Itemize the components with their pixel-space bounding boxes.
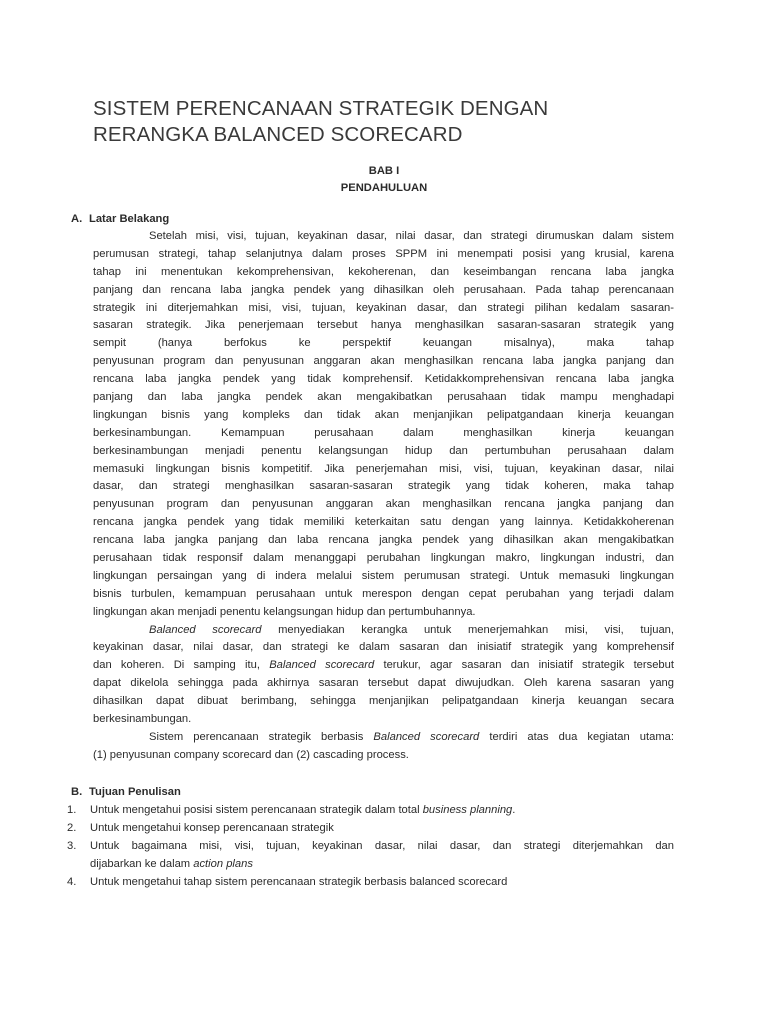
paragraph-3-line-1 bbox=[93, 729, 674, 747]
paragraph-2-line-2: keyakinan dasar, nilai dasar, dan strategi ke dalam sasaran dan inisiatif strategik yang komprehensif bbox=[93, 641, 674, 654]
paragraph-line: Setelah misi, visi, tujuan, keyakinan dasar, nilai dasar, dan strategi dirumuskan dalam sistem bbox=[149, 230, 674, 242]
paragraph-line: lingkungan bisnis yang kompleks dan tidak akan menjanjikan pelipatgandaan kinerja keuangan bbox=[93, 408, 674, 421]
list-number: 4. bbox=[67, 875, 77, 888]
objectives-list bbox=[67, 802, 674, 891]
list-item bbox=[67, 820, 674, 838]
section-a-marker: A. bbox=[71, 213, 83, 225]
text-run: terdiri atas dua kegiatan utama: bbox=[479, 730, 674, 743]
document-title bbox=[93, 96, 693, 148]
paragraph-line: panjang dan laba jangka pendek akan mengakibatkan perusahaan tidak mampu menghadapi bbox=[93, 391, 674, 404]
paragraph-line: lingkungan persaingan yang di indera melalui sistem perumusan strategi. Untuk memasuki lingkungan bbox=[93, 569, 674, 582]
paragraph-line: memasuki lingkungan bisnis kompetitif. Jika penerjemahan misi, visi, tujuan, keyakinan dasar, nilai bbox=[93, 462, 674, 475]
paragraph-line: berkesinambungan. Kemampuan perusahaan dalam menghasilkan kinerja keuangan bbox=[93, 426, 674, 439]
paragraph-line: perumusan strategi, tahap selanjutnya dalam proses SPPM ini menempati posisi yang krusial, karena bbox=[93, 247, 674, 260]
paragraph-line: panjang dan rencana laba jangka pendek yang dihasilkan oleh perusahaan. Pada tahap perencanaan bbox=[93, 283, 674, 296]
title-line-2: RERANGKA BALANCED SCORECARD bbox=[93, 123, 463, 146]
list-item-text: Untuk mengetahui tahap sistem perencanaan strategik berbasis balanced scorecard bbox=[90, 875, 508, 888]
list-number: 1. bbox=[67, 804, 77, 816]
list-number: 2. bbox=[67, 821, 77, 834]
list-item bbox=[67, 874, 674, 892]
paragraph-3-line-2: (1) penyusunan company scorecard dan (2) cascading process. bbox=[93, 748, 409, 761]
text-run: . bbox=[512, 804, 516, 816]
list-item bbox=[67, 802, 674, 820]
paragraph-line: sempit (hanya berfokus ke perspektif keuangan misalnya), maka tahap bbox=[93, 337, 674, 350]
italic-term: Balanced scorecard bbox=[149, 623, 262, 636]
section-a-paragraph-1 bbox=[93, 228, 674, 765]
list-number: 3. bbox=[67, 839, 77, 852]
paragraph-line: penyusunan program dan penyusunan anggaran akan menghasilkan rencana laba jangka panjang dan bbox=[93, 355, 674, 368]
paragraph-line: lingkungan akan menjadi penentu kelangsungan hidup dan pertumbuhannya. bbox=[93, 605, 476, 618]
paragraph-line: strategik ini diterjemahkan misi, visi, tujuan, keyakinan dasar, dan strategi pilihan kedalam sasaran- bbox=[93, 301, 674, 314]
paragraph-line: tahap ini menentukan kekomprehensivan, kekoherenan, dan keseimbangan rencana laba jangka bbox=[93, 265, 674, 278]
paragraph-line: rencana laba jangka pendek yang tidak komprehensif. Ketidakkomprehensivan rencana laba jangka bbox=[93, 373, 674, 386]
section-b-heading bbox=[71, 786, 181, 798]
title-line-1: SISTEM PERENCANAAN STRATEGIK DENGAN bbox=[93, 97, 549, 120]
section-b-marker: B. bbox=[71, 786, 83, 798]
italic-term: Balanced scorecard bbox=[269, 659, 375, 672]
paragraph-line: sasaran strategik. Jika penerjemaan tersebut hanya menghasilkan sasaran-sasaran strategik yang bbox=[93, 319, 674, 332]
paragraph-line: dasar, dan strategi menghasilkan sasaran-sasaran strategik yang tidak koheren, maka tahap bbox=[93, 480, 674, 493]
text-run: dan koheren. Di samping itu, bbox=[93, 659, 270, 672]
text-run: terukur, agar sasaran dan inisiatif strategik tersebut bbox=[374, 659, 674, 672]
paragraph-2-line-1 bbox=[93, 622, 674, 640]
italic-term: action plans bbox=[193, 857, 253, 870]
paragraph-line: rencana jangka pendek yang tidak memiliki keterkaitan satu dengan yang lainnya. Ketidakkoherenan bbox=[93, 516, 674, 529]
chapter-title: PENDAHULUAN bbox=[340, 182, 428, 194]
paragraph-line: perusahaan tidak responsif dalam menanggapi perubahan lingkungan makro, lingkungan industri, dan bbox=[93, 552, 674, 565]
list-item-text: Untuk bagaimana misi, visi, tujuan, keyakinan dasar, nilai dasar, dan strategi diterjemahkan dan bbox=[90, 839, 674, 852]
italic-term: Balanced scorecard bbox=[373, 730, 480, 743]
section-b-title: Tujuan Penulisan bbox=[89, 786, 181, 798]
text-run: Untuk mengetahui posisi sistem perencanaan strategik dalam total bbox=[90, 804, 423, 816]
paragraph-line: penyusunan program dan penyusunan anggaran akan menghasilkan rencana jangka panjang dan bbox=[93, 498, 674, 511]
list-item bbox=[67, 838, 674, 874]
paragraph-2-line-3 bbox=[93, 657, 674, 675]
text-run: dijabarkan ke dalam bbox=[90, 857, 194, 870]
section-a-heading bbox=[71, 213, 169, 225]
paragraph-2-line-4: dapat dikelola sehingga pada akhirnya sasaran tersebut dapat diwujudkan. Oleh karena sasaran yang bbox=[93, 677, 674, 690]
paragraph-line: bisnis turbulen, kemampuan perusahaan untuk merespon dengan cepat perubahan yang terjadi dalam bbox=[93, 587, 674, 600]
list-item-text: Untuk mengetahui konsep perencanaan strategik bbox=[90, 821, 334, 834]
paragraph-2-line-6: berkesinambungan. bbox=[93, 713, 192, 726]
paragraph-line: rencana laba jangka panjang dan laba rencana jangka pendek yang dihasilkan akan mengakibatkan bbox=[93, 534, 674, 547]
paragraph-line: berkesinambungan menjadi penentu kelangsungan hidup dan pertumbuhan perusahaan dalam bbox=[93, 444, 674, 457]
section-a-title: Latar Belakang bbox=[89, 213, 170, 225]
text-run: menyediakan kerangka untuk menerjemahkan misi, visi, tujuan, bbox=[261, 623, 674, 636]
text-run: Sistem perencanaan strategik berbasis bbox=[149, 730, 374, 743]
italic-term: business planning bbox=[422, 804, 513, 816]
paragraph-2-line-5: dihasilkan dapat dibuat berimbang, sehingga menjanjikan pelipatgandaan kinerja keuangan secara bbox=[93, 695, 674, 708]
chapter-number: BAB I bbox=[368, 165, 400, 177]
